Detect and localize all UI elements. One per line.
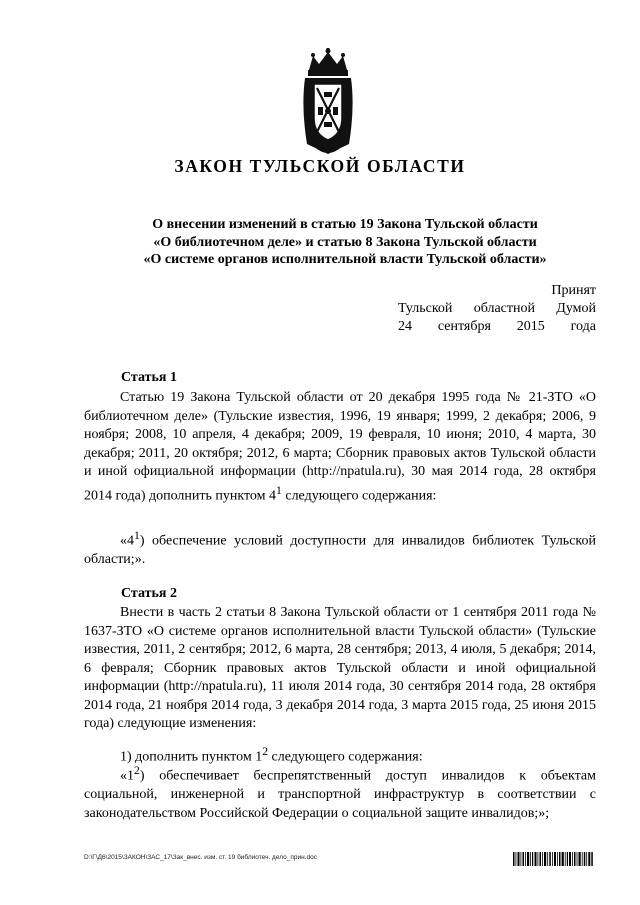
adopted-body: Тульской областной Думой — [398, 301, 596, 316]
subtitle-line-1: О внесении изменений в статью 19 Закона Тульской области — [152, 217, 538, 232]
article-2-p1-text: Внести в часть 2 статьи 8 Закона Тульской области от 1 сентября 2011 года № 1637-ЗТО «О системе органов исполнительной власти Тульской области» (Тульские известия, 2011, 2 сентября; 2012, 6 марта, 28 сентября; 2013, 4 июля, 5 декабря; 2014, 6 февраля; Сборник правовых актов Тульской области и иной официальной информации (http://npatula.ru), 11 июля 2014 года, 30 сентября 2014 года, 28 октября 2014 года, 21 ноября 2014 года, 3 декабря 2014 года, 3 марта 2015 года, 25 июня 2015 года) следующие изменения: — [84, 605, 596, 731]
article-1-p2-text: «4 — [120, 533, 134, 549]
article-1-p1-tail: следующего содержания: — [281, 488, 437, 504]
article-2-p2-superscript: 2 — [262, 745, 269, 758]
barcode-icon — [513, 852, 593, 866]
adopted-date: 24 сентября 2015 года — [398, 319, 596, 334]
article-2-p3-tail: ) обеспечивает беспрепятственный доступ инвалидов к объектам социальной, инженерной и транспортной инфраструктур в соответствии с законодательством Российской Федерации о социальной защите инвалидов;»; — [84, 768, 596, 821]
article-1-heading: Статья 1 — [121, 370, 177, 385]
article-2-p2-text: 1) дополнить пунктом 1 — [120, 749, 263, 765]
article-1-p1-text: Статью 19 Закона Тульской области от 20 декабря 1995 года № 21-ЗТО «О библиотечном деле» (Тульские известия, 1996, 19 января; 1999, 2 декабря; 2006, 9 ноября; 2008, 10 апреля, 4 декабря; 2009, 19 февраля, 10 июня; 2010, 4 марта, 30 декабря; 2011, 20 октября; 2012, 6 марта; Сборник правовых актов Тульской области и иной официальной информации (http://npatula.ru), 30 мая 2014 года, 28 октября 2014 года) дополнить пунктом 4 — [84, 390, 596, 504]
article-2-paragraph-1 — [84, 604, 596, 734]
article-2-p2-tail: следующего содержания: — [268, 749, 423, 765]
article-2-p3-text: «1 — [120, 768, 134, 784]
subtitle-line-2: «О библиотечном деле» и статью 8 Закона Тульской области — [153, 234, 537, 250]
article-1-paragraph-1 — [84, 389, 596, 506]
article-1-p2-tail: ) обеспечение условий доступности для инвалидов библиотек Тульской области;». — [84, 533, 596, 568]
coat-of-arms-emblem — [295, 48, 361, 158]
article-2-heading: Статья 2 — [121, 586, 177, 601]
adopted-label: Принят — [551, 283, 596, 298]
article-1-p1-superscript: 1 — [276, 483, 282, 497]
article-2-p3-superscript: 2 — [134, 764, 140, 777]
law-subtitle — [110, 216, 580, 269]
article-1-paragraph-2 — [84, 527, 596, 570]
document-title: ЗАКОН ТУЛЬСКОЙ ОБЛАСТИ — [174, 156, 466, 176]
subtitle-line-3: «О системе органов исполнительной власти Тульской области» — [143, 252, 547, 267]
file-path-footer: D:\Г\Д6\2015\ЗАКОН\ЗАС_17\Зак_внес. изм. ст. 19 библиотеч. дело_прин.doc — [84, 854, 317, 861]
article-1-p2-superscript: 1 — [134, 529, 140, 542]
article-2-paragraph-3 — [84, 762, 596, 823]
adoption-block — [398, 282, 596, 336]
